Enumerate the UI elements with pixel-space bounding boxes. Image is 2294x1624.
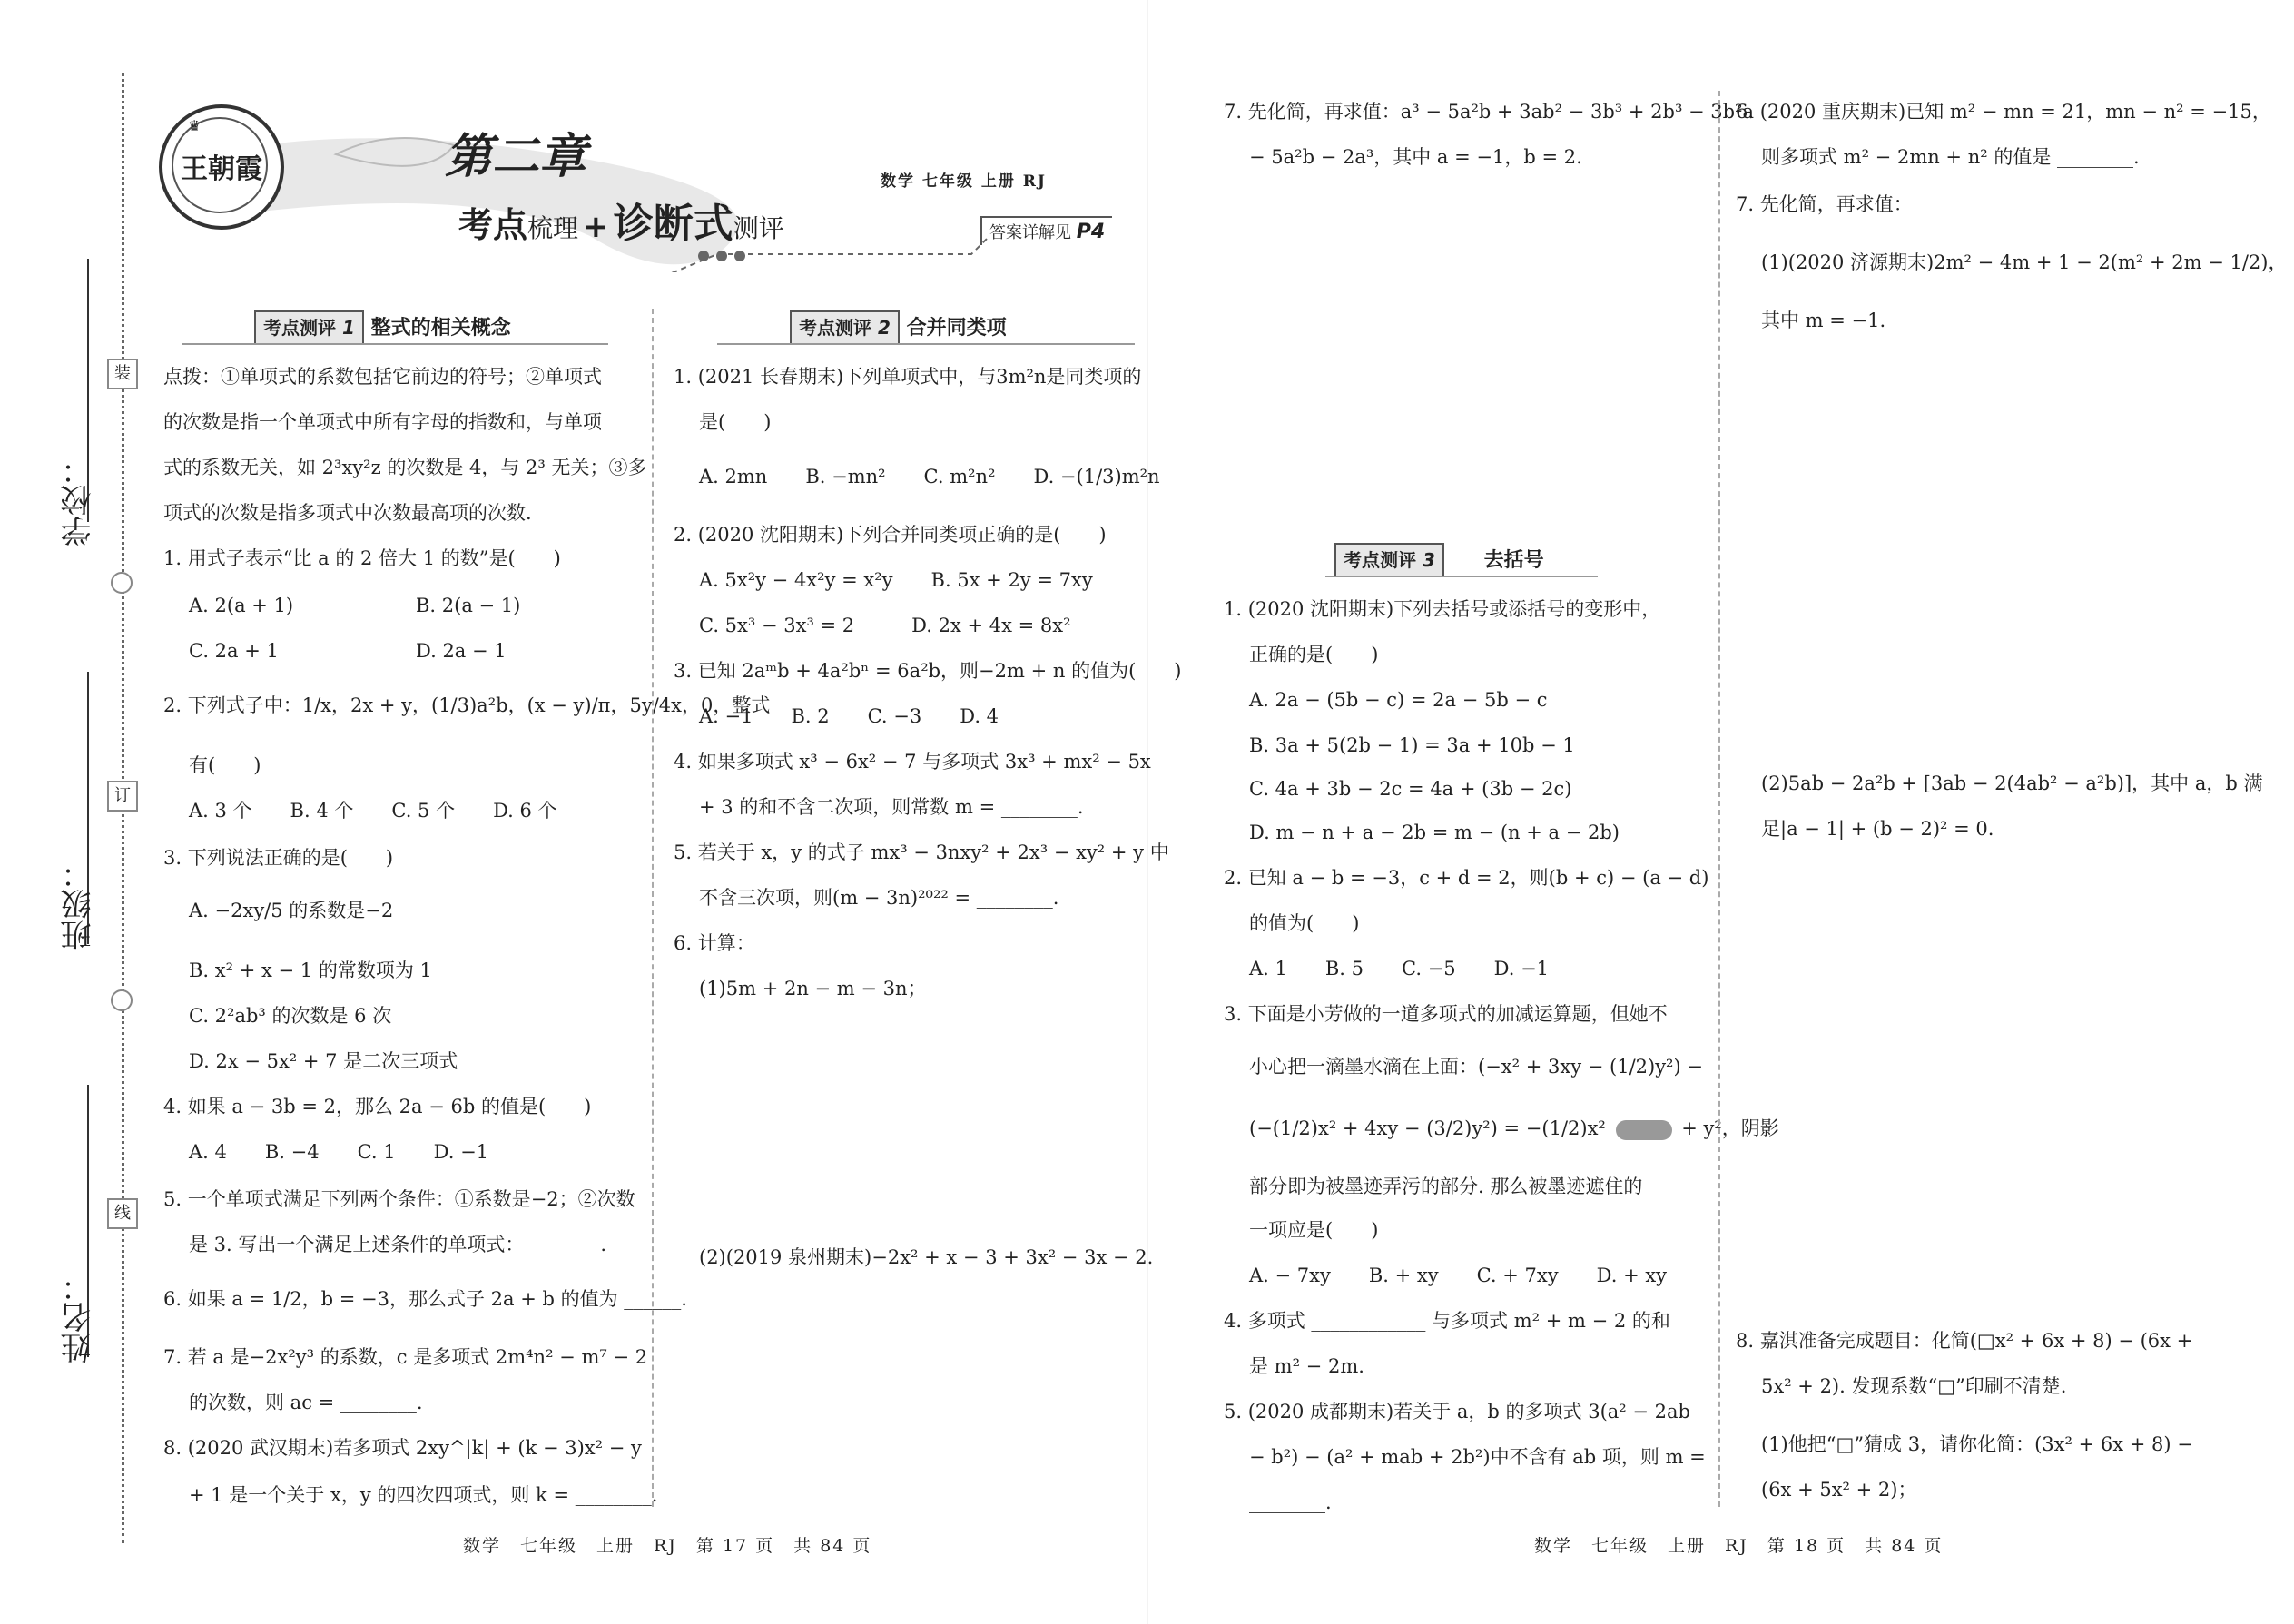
s3-q1-line-2: 正确的是( ): [1249, 644, 1379, 665]
section-3-title: 去括号: [1483, 549, 1544, 572]
s3-q4-line-2: 是 m² − 2m.: [1249, 1355, 1364, 1377]
column-divider-2: [1718, 91, 1720, 1507]
subtitle-plus: +: [583, 209, 609, 245]
s1-q7-line-2: 的次数，则 ac = ________.: [189, 1392, 423, 1413]
section-2-badge: 考点测评 2: [790, 310, 900, 345]
s1-q3-option-d[interactable]: D. 2x − 5x² + 7 是二次三项式: [189, 1050, 458, 1072]
s2-q3-options[interactable]: A. −1 B. 2 C. −3 D. 4: [699, 705, 999, 727]
s3-q3-line-3: [1249, 1113, 1779, 1144]
s2-q2-options-cd[interactable]: C. 5x³ − 3x³ = 2 D. 2x + 4x = 8x²: [699, 615, 1071, 636]
chapter-subtitle: [458, 191, 784, 249]
name-label: 姓名：: [61, 1271, 97, 1363]
seal-char-3: 线: [107, 1198, 138, 1229]
s1-tip-line-1: 点拨：①单项式的系数包括它前边的符号；②单项式: [163, 366, 602, 388]
logo-text: 王朝霞: [181, 153, 262, 185]
s3-q5-line-3: ________.: [1249, 1491, 1332, 1513]
brand-logo: [159, 104, 284, 230]
s1-q4-options[interactable]: A. 4 B. −4 C. 1 D. −1: [189, 1141, 489, 1163]
subtitle-part-1: 考点: [458, 205, 528, 245]
s2-q5: 5. 若关于 x，y 的式子 mx³ − 3nxy² + 2x³ − xy² + y 中: [674, 842, 1169, 863]
s3-q3: 3. 下面是小芳做的一道多项式的加减运算题，但她不: [1224, 1003, 1668, 1025]
section-2-heading: [790, 310, 1007, 341]
center-fold: [1147, 0, 1148, 1624]
p4-q7-part-2b: 足|a − 1| + (b − 2)² = 0.: [1761, 818, 1994, 840]
answer-ref-page: P4: [1076, 221, 1106, 243]
s3-q3-line-5: 一项应是( ): [1249, 1219, 1379, 1241]
section-1-badge: 考点测评 1: [254, 310, 364, 345]
s3-q4: 4. 多项式 ____________ 与多项式 m² + m − 2 的和: [1224, 1310, 1670, 1332]
s2-q6-part-1: (1)5m + 2n − m − 3n；: [699, 978, 927, 999]
class-label: 班级：: [61, 858, 97, 950]
p4-q8: 8. 嘉淇准备完成题目：化简(□x² + 6x + 8) − (6x +: [1736, 1330, 2193, 1352]
school-label: 学校：: [61, 454, 97, 546]
section-3-underline: [1325, 576, 1598, 577]
s2-q2: 2. (2020 沈阳期末)下列合并同类项正确的是( ): [674, 524, 1107, 546]
s1-q8: 8. (2020 武汉期末)若多项式 2xy^|k| + (k − 3)x² − y: [163, 1437, 642, 1459]
s1-q3-option-b[interactable]: B. x² + x − 1 的常数项为 1: [189, 960, 432, 981]
s1-q3-option-a[interactable]: A. −2xy/5 的系数是−2: [189, 900, 394, 921]
p4-q7-part-1b: 其中 m = −1.: [1761, 310, 1886, 331]
p4-q8-part-1: (1)他把“□”猜成 3，请你化简：(3x² + 6x + 8) −: [1761, 1433, 2193, 1455]
p4-q6: 6. (2020 重庆期末)已知 m² − mn = 21，mn − n² = −15，: [1736, 101, 2271, 123]
seal-dot-2: [111, 989, 133, 1011]
s2-q3: 3. 已知 2aᵐb + 4a²bⁿ = 6a²b，则−2m + n 的值为( ): [674, 660, 1182, 682]
s1-q2-line-2: 有( ): [189, 754, 261, 776]
s2-q4: 4. 如果多项式 x³ − 6x² − 7 与多项式 3x³ + mx² − 5x: [674, 751, 1151, 773]
s2-q6-part-2: (2)(2019 泉州期末)−2x² + x − 3 + 3x² − 3x − 2.: [699, 1246, 1154, 1268]
s3-q1-option-d[interactable]: D. m − n + a − 2b = m − (n + a − 2b): [1249, 822, 1620, 843]
s3-q3-equation-tail: + y²，阴影: [1681, 1117, 1779, 1139]
seal-char-1: 装: [107, 359, 138, 389]
s3-q5: 5. (2020 成都期末)若关于 a，b 的多项式 3(a² − 2ab: [1224, 1401, 1690, 1422]
s1-tip-line-4: 项式的次数是指多项式中次数最高项的次数.: [163, 502, 532, 524]
s1-q4: 4. 如果 a − 3b = 2，那么 2a − 6b 的值是( ): [163, 1096, 592, 1117]
s1-tip-line-3: 式的系数无关，如 2³xy²z 的次数是 4，与 2³ 无关；③多: [163, 457, 647, 478]
seal-char-2: 订: [107, 781, 138, 812]
s2-q2-options-ab[interactable]: A. 5x²y − 4x²y = x²y B. 5x + 2y = 7xy: [699, 569, 1093, 591]
s1-q6: 6. 如果 a = 1/2，b = −3，那么式子 2a + b 的值为 ______.: [163, 1288, 687, 1310]
answer-ref-label: 答案详解见: [989, 223, 1071, 242]
s1-q8-line-2: + 1 是一个关于 x，y 的四次四项式，则 k = ________.: [189, 1484, 658, 1506]
book-info: 数学 七年级 上册 RJ: [881, 172, 1047, 191]
subtitle-part-4: 诊断式: [613, 201, 733, 247]
s1-q1-option-d[interactable]: D. 2a − 1: [416, 640, 507, 662]
s1-q2: 2. 下列式子中：1/x，2x + y，(1/3)a²b，(x − y)/π，5y/4x，0，整式: [163, 694, 771, 716]
p3-q7: 7. 先化简，再求值：a³ − 5a²b + 3ab² − 3b³ + 2b³ − 3b²a: [1224, 101, 1755, 123]
p4-q7-part-1: (1)(2020 济源期末)2m² − 4m + 1 − 2(m² + 2m − 1/2)，: [1761, 251, 2288, 273]
s3-q1-option-b[interactable]: B. 3a + 5(2b − 1) = 3a + 10b − 1: [1249, 734, 1575, 756]
s1-q3: 3. 下列说法正确的是( ): [163, 847, 394, 869]
s2-q1-line-2: 是( ): [699, 411, 772, 433]
s3-q1-option-a[interactable]: A. 2a − (5b − c) = 2a − 5b − c: [1249, 689, 1548, 711]
column-divider-1: [652, 309, 654, 1507]
seal-dot-1: [111, 572, 133, 594]
s1-q3-option-c[interactable]: C. 2²ab³ 的次数是 6 次: [189, 1005, 392, 1027]
s2-q6: 6. 计算：: [674, 932, 755, 954]
p4-q8-part-1b: (6x + 5x² + 2)；: [1761, 1479, 1917, 1501]
s1-q7: 7. 若 a 是−2x²y³ 的系数，c 是多项式 2m⁴n² − m⁷ − 2: [163, 1346, 648, 1368]
s1-q1-option-a[interactable]: A. 2(a + 1): [189, 595, 294, 616]
s3-q3-equation: (−(1/2)x² + 4xy − (3/2)y²) = −(1/2)x²: [1249, 1117, 1606, 1139]
s1-q2-options[interactable]: A. 3 个 B. 4 个 C. 5 个 D. 6 个: [189, 800, 557, 822]
p3-q7-line-2: − 5a²b − 2a³，其中 a = −1，b = 2.: [1249, 146, 1582, 168]
s3-q3-line-2: 小心把一滴墨水滴在上面：(−x² + 3xy − (1/2)y²) −: [1249, 1056, 1703, 1078]
p4-q7: 7. 先化简，再求值：: [1736, 193, 1913, 215]
p4-q6-line-2: 则多项式 m² − 2mn + n² 的值是 ________.: [1761, 146, 2140, 168]
s1-q5-line-2: 是 3. 写出一个满足上述条件的单项式：________.: [189, 1234, 607, 1255]
s2-q1-options[interactable]: A. 2mn B. −mn² C. m²n² D. −(1/3)m²n: [699, 466, 1160, 487]
footer-right: 数学 七年级 上册 RJ 第 18 页 共 84 页: [1534, 1536, 1944, 1556]
s3-q2-options[interactable]: A. 1 B. 5 C. −5 D. −1: [1249, 958, 1550, 979]
footer-left: 数学 七年级 上册 RJ 第 17 页 共 84 页: [463, 1536, 872, 1556]
chapter-header: [154, 100, 1135, 272]
answer-reference: [980, 216, 1112, 245]
s2-q5-line-2: 不含三次项，则(m − 3n)²⁰²² = ________.: [699, 887, 1059, 909]
section-1-heading: [254, 310, 511, 341]
s1-q5: 5. 一个单项式满足下列两个条件：①系数是−2；②次数: [163, 1188, 635, 1210]
section-2-underline: [717, 343, 1135, 345]
section-1-title: 整式的相关概念: [370, 317, 511, 340]
chapter-title: 第二章: [445, 130, 587, 184]
section-2-title: 合并同类项: [906, 317, 1007, 340]
s3-q5-line-2: − b²) − (a² + mab + 2b²)中不含有 ab 项，则 m =: [1249, 1446, 1706, 1468]
section-1-underline: [182, 343, 608, 345]
s1-q1-option-c[interactable]: C. 2a + 1: [189, 640, 279, 662]
s3-q1-option-c[interactable]: C. 4a + 3b − 2c = 4a + (3b − 2c): [1249, 778, 1572, 800]
crown-icon: ♛: [188, 117, 202, 134]
s3-q2: 2. 已知 a − b = −3，c + d = 2，则(b + c) − (a − d): [1224, 867, 1709, 889]
s3-q2-line-2: 的值为( ): [1249, 912, 1360, 934]
s3-q3-options[interactable]: A. − 7xy B. + xy C. + 7xy D. + xy: [1249, 1265, 1668, 1286]
section-3-badge: 考点测评 3: [1334, 543, 1444, 577]
s3-q3-line-4: 部分即为被墨迹弄污的部分. 那么被墨迹遮住的: [1249, 1176, 1643, 1197]
s2-q4-line-2: + 3 的和不含二次项，则常数 m = ________.: [699, 796, 1084, 818]
p4-q7-part-2: (2)5ab − 2a²b + [3ab − 2(4ab² − a²b)]，其中 a，b 满: [1761, 773, 2263, 794]
s1-q1: 1. 用式子表示“比 a 的 2 倍大 1 的数”是( ): [163, 547, 561, 569]
subtitle-part-2: 梳理: [527, 213, 579, 243]
s3-q1: 1. (2020 沈阳期末)下列去括号或添括号的变形中，: [1224, 598, 1661, 620]
ink-blot: [1616, 1120, 1672, 1140]
p4-q8-line-2: 5x² + 2). 发现系数“□”印刷不清楚.: [1761, 1375, 2067, 1397]
section-3-heading: [1334, 543, 1544, 574]
subtitle-part-5: 测评: [733, 213, 784, 243]
s1-q1-option-b[interactable]: B. 2(a − 1): [416, 595, 521, 616]
s2-q1: 1. (2021 长春期末)下列单项式中，与3m²n是同类项的: [674, 366, 1142, 388]
s1-tip-line-2: 的次数是指一个单项式中所有字母的指数和，与单项: [163, 411, 602, 433]
